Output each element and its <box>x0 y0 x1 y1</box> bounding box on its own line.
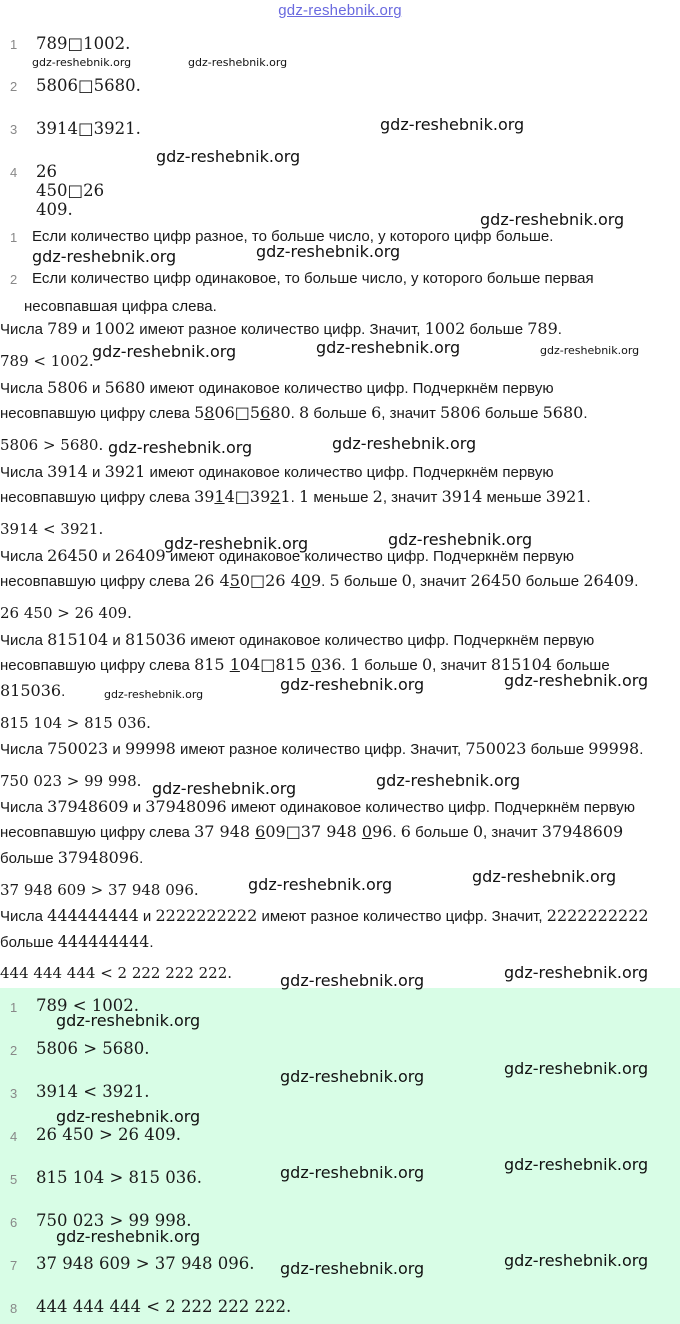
watermark: gdz-reshebnik.org <box>152 779 297 798</box>
watermark: gdz-reshebnik.org <box>472 867 617 886</box>
answer-number: 4 <box>10 1129 18 1144</box>
watermark: gdz-reshebnik.org <box>92 342 237 361</box>
comparison-result: 789 < 1002. <box>0 352 94 370</box>
watermark: gdz-reshebnik.org <box>56 1227 201 1246</box>
watermark: gdz-reshebnik.org <box>256 242 401 261</box>
answer-expression: 3914 < 3921. <box>36 1082 150 1101</box>
watermark: gdz-reshebnik.org <box>104 688 204 701</box>
answer-row <box>0 1125 680 1149</box>
watermark: gdz-reshebnik.org <box>504 1059 649 1078</box>
explanation-line: несовпавшую цифру слева 37 948 609□37 948 096. 6 больше 0, значит 37948609 <box>0 822 624 841</box>
explanation-line: несовпавшую цифру слева 3914□3921. 1 меньше 2, значит 3914 меньше 3921. <box>0 487 591 506</box>
explanation-line: несовпавшую цифру слева 815 104□815 036. 1 больше 0, значит 815104 больше <box>0 655 610 674</box>
watermark: gdz-reshebnik.org <box>316 338 461 357</box>
explanation-line: несовпавшую цифру слева 26 450□26 409. 5 больше 0, значит 26450 больше 26409. <box>0 571 639 590</box>
answer-number: 7 <box>10 1258 18 1273</box>
watermark: gdz-reshebnik.org <box>280 675 425 694</box>
task-expression: 26 450□26 409. <box>36 162 105 219</box>
explanation-line: больше 37948096. <box>0 848 144 867</box>
comparison-result: 815 104 > 815 036. <box>0 714 151 732</box>
watermark: gdz-reshebnik.org <box>280 1163 425 1182</box>
explanation-line: больше 444444444. <box>0 932 154 951</box>
answer-number: 8 <box>10 1301 18 1316</box>
answer-number: 3 <box>10 1086 18 1101</box>
task-expression: 789□1002. <box>36 34 131 53</box>
task-number: 1 <box>10 37 18 52</box>
watermark: gdz-reshebnik.org <box>56 1107 201 1126</box>
watermark: gdz-reshebnik.org <box>248 875 393 894</box>
watermark: gdz-reshebnik.org <box>188 56 288 69</box>
watermark: gdz-reshebnik.org <box>504 1251 649 1270</box>
comparison-result: 444 444 444 < 2 222 222 222. <box>0 964 233 982</box>
rule-text: Если количество цифр разное, то больше число, у которого цифр больше. <box>32 228 554 245</box>
task-expression: 3914□3921. <box>36 119 141 138</box>
watermark: gdz-reshebnik.org <box>32 247 177 266</box>
watermark: gdz-reshebnik.org <box>332 434 477 453</box>
answer-number: 6 <box>10 1215 18 1230</box>
watermark: gdz-reshebnik.org <box>280 1067 425 1086</box>
watermark: gdz-reshebnik.org <box>56 1011 201 1030</box>
watermark: gdz-reshebnik.org <box>108 438 253 457</box>
answer-expression: 815 104 > 815 036. <box>36 1168 203 1187</box>
watermark: gdz-reshebnik.org <box>388 530 533 549</box>
task-number: 3 <box>10 122 18 137</box>
rule-number: 2 <box>10 272 18 287</box>
comparison-result: 750 023 > 99 998. <box>0 772 142 790</box>
watermark: gdz-reshebnik.org <box>504 963 649 982</box>
answer-number: 1 <box>10 1000 18 1015</box>
answer-expression: 37 948 609 > 37 948 096. <box>36 1254 255 1273</box>
watermark: gdz-reshebnik.org <box>540 344 640 357</box>
site-header <box>0 0 680 26</box>
explanation-line: Числа 750023 и 99998 имеют разное количество цифр. Значит, 750023 больше 99998. <box>0 739 644 758</box>
explanation-line: Числа 444444444 и 2222222222 имеют разное количество цифр. Значит, 2222222222 <box>0 906 649 925</box>
explanation-line: несовпавшую цифру слева 5806□5680. 8 больше 6, значит 5806 больше 5680. <box>0 403 588 422</box>
answer-row <box>0 1297 680 1321</box>
explanation-line: Числа 5806 и 5680 имеют одинаковое количество цифр. Подчеркнём первую <box>0 378 554 397</box>
task-expression: 5806□5680. <box>36 76 141 95</box>
answer-expression: 444 444 444 < 2 222 222 222. <box>36 1297 292 1316</box>
watermark: gdz-reshebnik.org <box>380 115 525 134</box>
watermark: gdz-reshebnik.org <box>32 56 132 69</box>
answer-expression: 789 < 1002. <box>36 996 140 1015</box>
rule-text: Если количество цифр одинаковое, то больше число, у которого больше первая <box>32 270 594 287</box>
explanation-line: Числа 3914 и 3921 имеют одинаковое количество цифр. Подчеркнём первую <box>0 462 554 481</box>
explanation-line: Числа 37948609 и 37948096 имеют одинаковое количество цифр. Подчеркнём первую <box>0 797 636 816</box>
answer-expression: 5806 > 5680. <box>36 1039 150 1058</box>
comparison-result: 5806 > 5680. <box>0 436 104 454</box>
explanation-line: 815036. <box>0 681 66 700</box>
comparison-result: 37 948 609 > 37 948 096. <box>0 881 199 899</box>
comparison-result: 3914 < 3921. <box>0 520 104 538</box>
watermark: gdz-reshebnik.org <box>280 1259 425 1278</box>
task-number: 4 <box>10 165 18 180</box>
comparison-result: 26 450 > 26 409. <box>0 604 132 622</box>
watermark: gdz-reshebnik.org <box>480 210 625 229</box>
rule-number: 1 <box>10 230 18 245</box>
rule-text-continued: несовпавшая цифра слева. <box>24 298 217 315</box>
site-link[interactable]: gdz-reshebnik.org <box>278 2 402 19</box>
explanation-line: Числа 26450 и 26409 имеют одинаковое количество цифр. Подчеркнём первую <box>0 546 574 565</box>
watermark: gdz-reshebnik.org <box>504 671 649 690</box>
answer-expression: 750 023 > 99 998. <box>36 1211 192 1230</box>
answer-number: 2 <box>10 1043 18 1058</box>
watermark: gdz-reshebnik.org <box>280 971 425 990</box>
watermark: gdz-reshebnik.org <box>504 1155 649 1174</box>
explanation-line: Числа 815104 и 815036 имеют одинаковое количество цифр. Подчеркнём первую <box>0 630 595 649</box>
watermark: gdz-reshebnik.org <box>376 771 521 790</box>
answer-expression: 26 450 > 26 409. <box>36 1125 182 1144</box>
answer-number: 5 <box>10 1172 18 1187</box>
explanation-line: Числа 789 и 1002 имеют разное количество цифр. Значит, 1002 больше 789. <box>0 319 562 338</box>
task-number: 2 <box>10 79 18 94</box>
watermark: gdz-reshebnik.org <box>156 147 301 166</box>
watermark: gdz-reshebnik.org <box>164 534 309 553</box>
